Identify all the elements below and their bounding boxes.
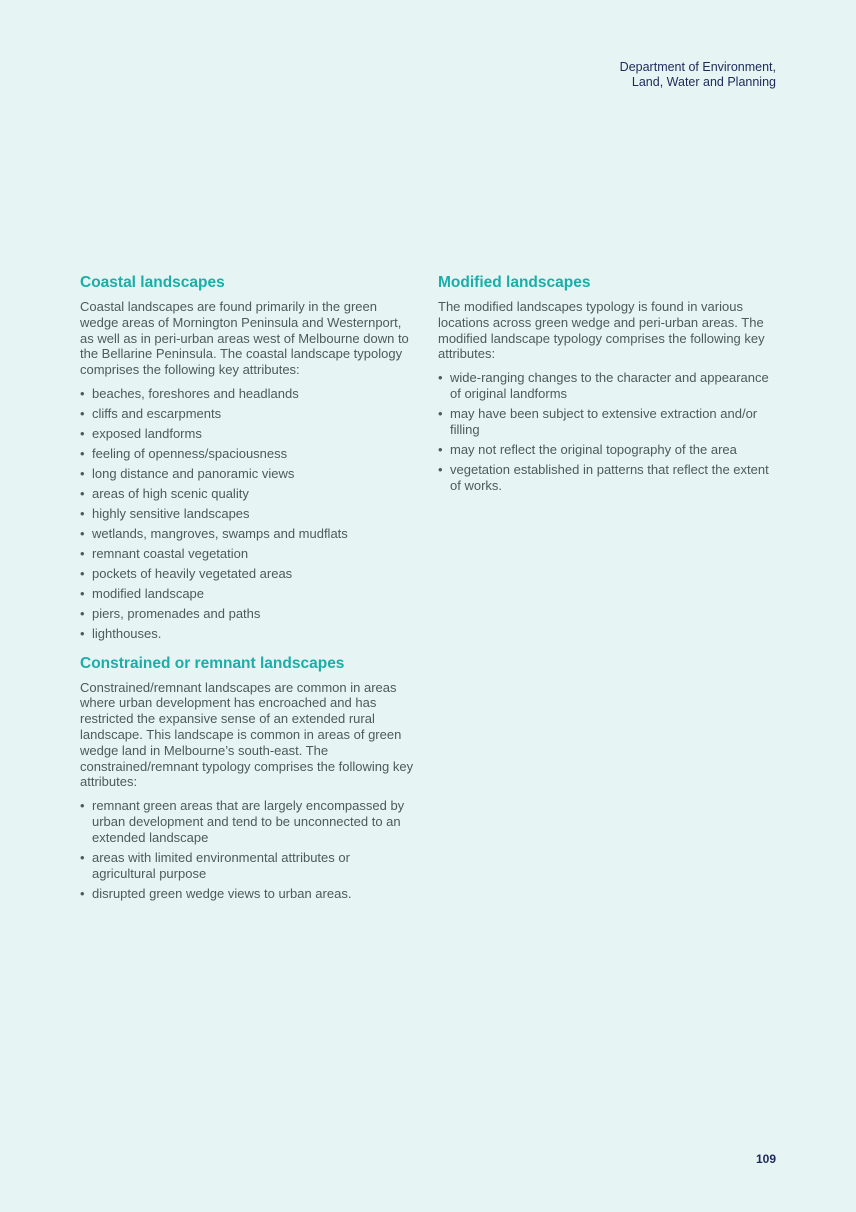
list-item: • may have been subject to extensive extraction and/or filling xyxy=(438,406,783,438)
list-item: • beaches, foreshores and headlands xyxy=(80,386,415,402)
department-header xyxy=(620,60,776,90)
list-item: • remnant green areas that are largely encompassed by urban development and tend to be unconnected to an extended landscape xyxy=(80,798,415,845)
department-name-line1: Department of Environment, xyxy=(619,60,776,74)
constrained-section xyxy=(80,654,415,902)
department-name-line2: Land, Water and Planning xyxy=(631,75,776,89)
list-item: • disrupted green wedge views to urban areas. xyxy=(80,886,415,902)
list-item: • feeling of openness/spaciousness xyxy=(80,446,415,462)
constrained-heading: Constrained or remnant landscapes xyxy=(80,654,345,672)
list-item: • may not reflect the original topography of the area xyxy=(438,442,783,458)
page-number: 109 xyxy=(755,1152,776,1166)
list-item: • remnant coastal vegetation xyxy=(80,546,415,562)
modified-intro: The modified landscapes typology is found in various locations across green wedge and peri-urban areas. The modified landscape typology comprises the following key attributes: xyxy=(438,299,765,362)
list-item: • piers, promenades and paths xyxy=(80,606,415,622)
list-item: • modified landscape xyxy=(80,586,415,602)
list-item: • exposed landforms xyxy=(80,426,415,442)
coastal-intro: Coastal landscapes are found primarily in the green wedge areas of Mornington Peninsula and Westernport, as well as in peri-urban areas west of Melbourne down to the Bellarine Peninsula. The coastal landscape typology comprises the following key attributes: xyxy=(80,299,409,378)
coastal-heading: Coastal landscapes xyxy=(80,274,225,291)
constrained-list xyxy=(80,798,415,901)
coastal-list xyxy=(80,386,415,642)
list-item: • areas of high scenic quality xyxy=(80,486,415,502)
list-item: • areas with limited environmental attributes or agricultural purpose xyxy=(80,850,415,882)
modified-list xyxy=(438,370,783,493)
list-item: • cliffs and escarpments xyxy=(80,406,415,422)
modified-section xyxy=(438,273,783,493)
list-item: • vegetation established in patterns that reflect the extent of works. xyxy=(438,462,783,494)
list-item: • pockets of heavily vegetated areas xyxy=(80,566,415,582)
list-item: • highly sensitive landscapes xyxy=(80,506,415,522)
list-item: • long distance and panoramic views xyxy=(80,466,415,482)
coastal-section xyxy=(80,273,415,642)
constrained-intro: Constrained/remnant landscapes are common in areas where urban development has encroached and has restricted the expansive sense of an extended rural landscape. This landscape is common in areas of green wedge land in Melbourne’s south-east. The constrained/remnant typology comprises the following key attributes: xyxy=(80,679,414,790)
list-item: • wetlands, mangroves, swamps and mudflats xyxy=(80,526,415,542)
left-column xyxy=(80,273,415,913)
modified-heading: Modified landscapes xyxy=(438,274,591,291)
list-item: • lighthouses. xyxy=(80,626,415,642)
list-item: • wide-ranging changes to the character and appearance of original landforms xyxy=(438,370,783,402)
right-column xyxy=(438,273,783,505)
